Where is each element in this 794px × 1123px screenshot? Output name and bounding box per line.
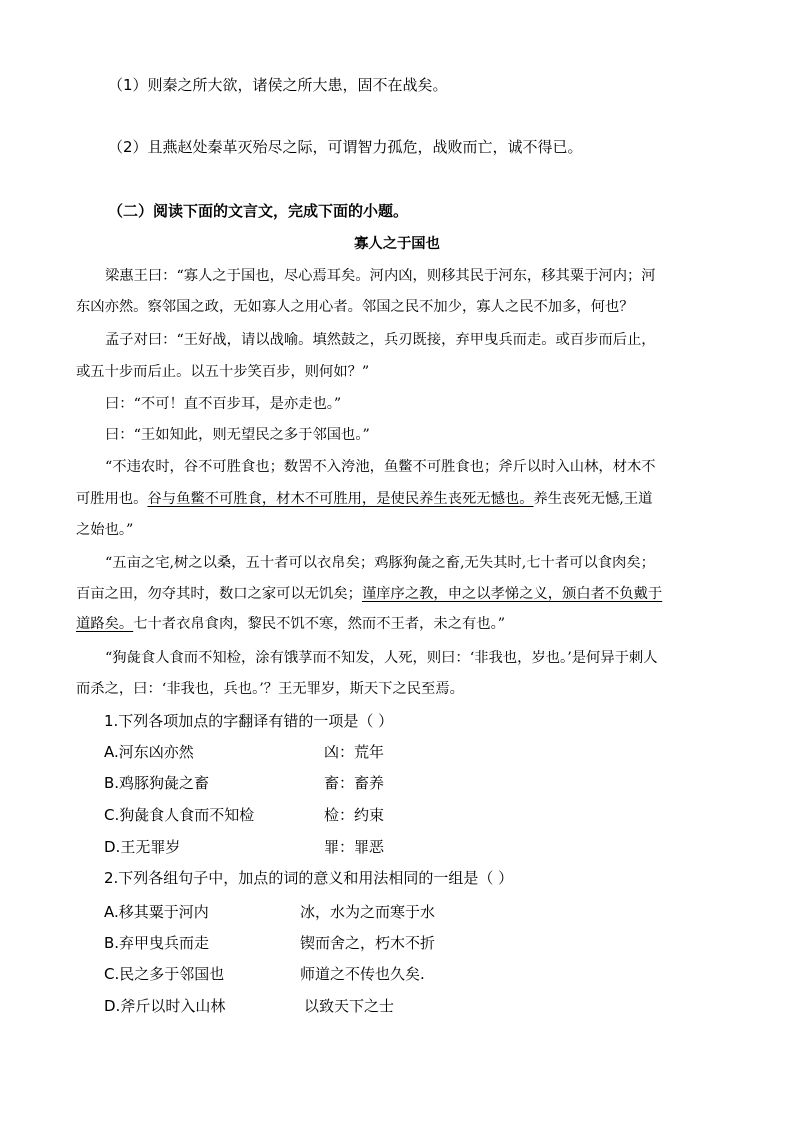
question-stem: 1.下列各项加点的字翻译有错的一项是（ ）	[104, 712, 394, 730]
option-d-text: D.斧斤以时入山林	[104, 997, 226, 1015]
option-d-compare: 以致天下之士	[304, 997, 395, 1015]
option-d-text: D.王无罪岁	[104, 838, 181, 856]
passage-text: 可胜用也。	[76, 491, 148, 507]
passage-text: 七十者衣帛食肉，黎民不饥不寒，然而不王者，未之有也。”	[133, 616, 506, 632]
passage-line: “狗彘食人食而不知检，涂有饿莩而不知发，人死，则曰：‘非我也，岁也。’是何异于刺人	[105, 650, 658, 666]
translation-item-1: （1）则秦之所大欲，诸侯之所大患，固不在战矣。	[108, 76, 448, 94]
passage-line	[76, 489, 652, 509]
option-d-gloss: 罪：罪恶	[324, 838, 385, 856]
passage-line: 而杀之，曰：‘非我也，兵也。’？王无罪岁，斯天下之民至焉。	[76, 681, 464, 697]
passage-line	[76, 614, 505, 634]
passage-line	[76, 584, 662, 604]
passage-line: 曰：“不可！直不百步耳，是亦走也。”	[105, 396, 342, 412]
question-stem: 2.下列各组句子中，加点的词的意义和用法相同的一组是（ ）	[104, 869, 514, 887]
underlined-sentence: 道路矣。	[76, 616, 134, 632]
option-c-text: C.民之多于邻国也	[104, 965, 225, 983]
passage-text: 百亩之田，勿夺其时，数口之家可以无饥矣；	[76, 586, 362, 602]
option-c-compare: 师道之不传也久矣.	[300, 965, 425, 983]
passage-title: 寡人之于国也	[354, 236, 440, 252]
passage-line: 曰：“王如知此，则无望民之多于邻国也。”	[105, 427, 370, 443]
section-heading: （二）阅读下面的文言文，完成下面的小题。	[108, 202, 409, 220]
passage-line: 东凶亦然。察邻国之政，无如寡人之用心者。邻国之民不加少，寡人之民不加多，何也？	[76, 299, 634, 315]
passage-line: “五亩之宅,树之以桑，五十者可以衣帛矣；鸡豚狗彘之畜,无失其时,七十者可以食肉矣；	[105, 555, 655, 571]
option-b-gloss: 畜：畜养	[324, 774, 385, 792]
passage-line: 孟子对曰：“王好战，请以战喻。填然鼓之，兵刃既接，弃甲曳兵而走。或百步而后止，	[105, 332, 656, 348]
passage-line: 或五十步而后止。以五十步笑百步，则何如？”	[76, 364, 370, 380]
option-a-compare: 冰，水为之而寒于水	[300, 903, 436, 921]
option-b-text: B.弃甲曳兵而走	[104, 934, 210, 952]
passage-line: “不违农时，谷不可胜食也；数罟不入洿池，鱼鳖不可胜食也；斧斤以时入山林，材木不	[105, 459, 656, 475]
option-b-text: B.鸡豚狗彘之畜	[104, 774, 210, 792]
option-c-text: C.狗彘食人食而不知检	[104, 806, 255, 824]
option-a-gloss: 凶：荒年	[324, 743, 385, 761]
option-a-text: A.河东凶亦然	[104, 743, 194, 761]
translation-item-2: （2）且燕赵处秦革灭殆尽之际，可谓智力孤危，战败而亡，诚不得已。	[108, 138, 583, 156]
passage-line: 之始也。”	[76, 522, 134, 538]
passage-line: 梁惠王曰：“寡人之于国也，尽心焉耳矣。河内凶，则移其民于河东，移其粟于河内；河	[105, 268, 656, 284]
underlined-sentence: 谷与鱼鳖不可胜食，材木不可胜用，是使民养生丧死无憾也。	[147, 491, 534, 507]
option-b-compare: 锲而舍之，朽木不折	[300, 934, 436, 952]
underlined-sentence: 谨庠序之教，申之以孝悌之义，颁白者不负戴于	[361, 586, 663, 602]
passage-text: 养生丧死无憾,王道	[533, 491, 653, 507]
option-a-text: A.移其粟于河内	[104, 903, 209, 921]
option-c-gloss: 检：约束	[324, 806, 385, 824]
